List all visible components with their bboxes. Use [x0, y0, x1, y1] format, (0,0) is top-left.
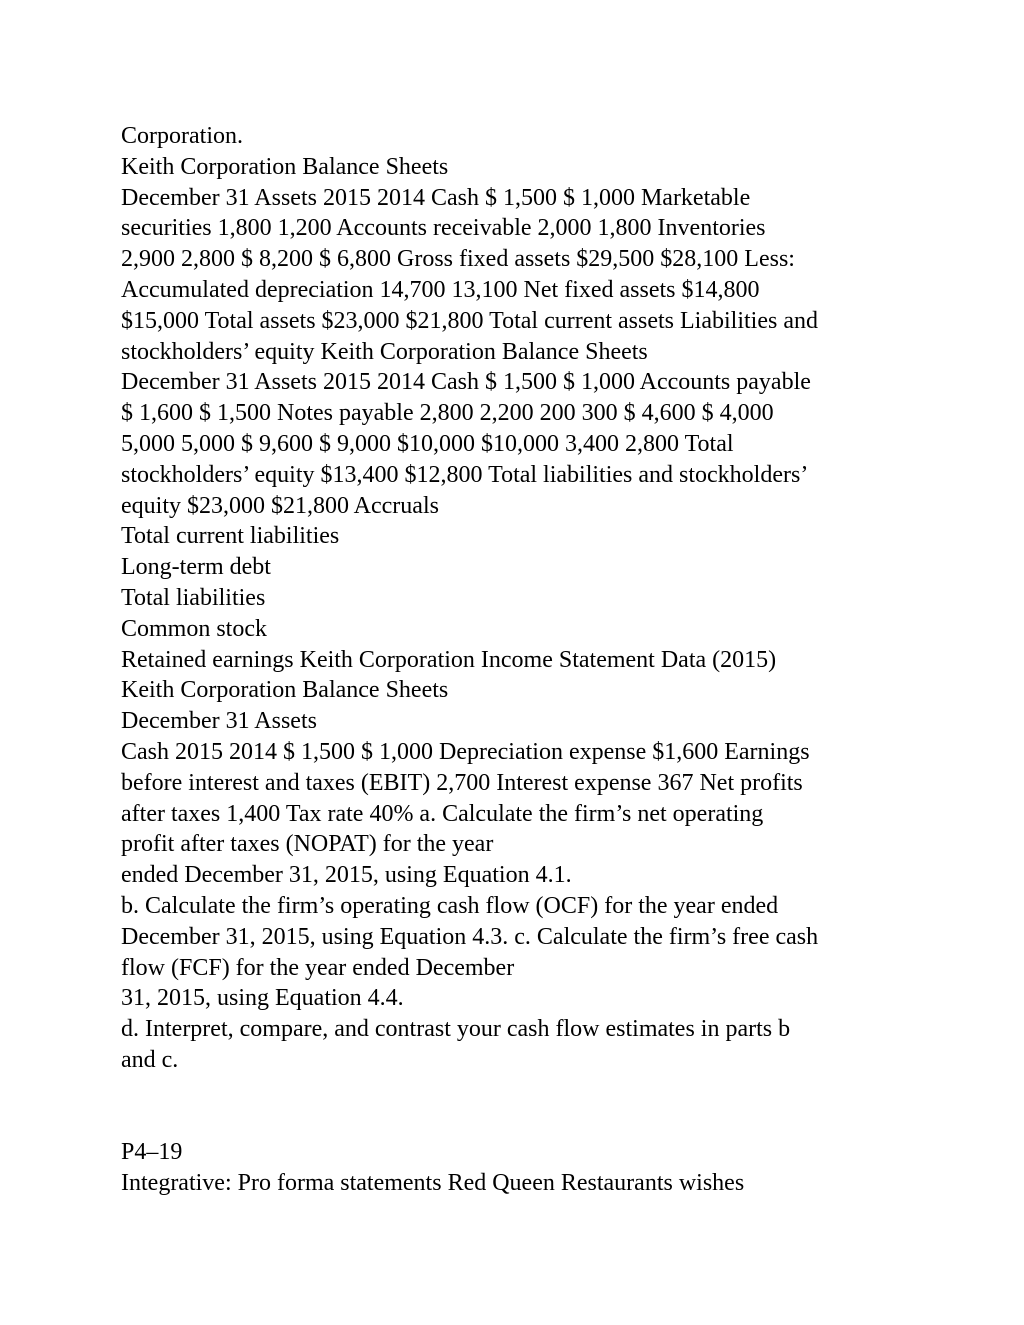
problem-number: P4–19: [121, 1139, 183, 1166]
text-line: securities 1,800 1,200 Accounts receivable 2,000 1,800 Inventories: [121, 215, 766, 242]
text-line: Cash 2015 2014 $ 1,500 $ 1,000 Depreciation expense $1,600 Earnings: [121, 738, 810, 765]
text-line: before interest and taxes (EBIT) 2,700 Interest expense 367 Net profits: [121, 769, 803, 796]
problem-heading: Integrative: Pro forma statements Red Queen Restaurants wishes: [121, 1170, 745, 1197]
paragraph-spacer: [121, 1076, 921, 1138]
text-line: 31, 2015, using Equation 4.4.: [121, 985, 404, 1012]
text-line: stockholders’ equity Keith Corporation Balance Sheets: [121, 338, 648, 365]
document-page: [121, 121, 921, 1199]
text-line: profit after taxes (NOPAT) for the year: [121, 831, 494, 858]
text-line: December 31 Assets 2015 2014 Cash $ 1,500 $ 1,000 Accounts payable: [121, 369, 811, 396]
text-line: December 31 Assets 2015 2014 Cash $ 1,500 $ 1,000 Marketable: [121, 184, 751, 211]
text-line: Long-term debt: [121, 554, 271, 581]
text-line: ended December 31, 2015, using Equation 4.1.: [121, 862, 572, 889]
text-line: Keith Corporation Balance Sheets: [121, 153, 449, 180]
text-line: equity $23,000 $21,800 Accruals: [121, 492, 439, 519]
text-line: $ 1,600 $ 1,500 Notes payable 2,800 2,200 200 300 $ 4,600 $ 4,000: [121, 400, 774, 427]
text-line: b. Calculate the firm’s operating cash flow (OCF) for the year ended: [121, 892, 779, 919]
text-line: December 31, 2015, using Equation 4.3. c. Calculate the firm’s free cash: [121, 923, 819, 950]
text-line: 2,900 2,800 $ 8,200 $ 6,800 Gross fixed assets $29,500 $28,100 Less:: [121, 246, 795, 273]
text-line: and c.: [121, 1046, 179, 1073]
text-line: Retained earnings Keith Corporation Income Statement Data (2015): [121, 646, 777, 673]
next-problem: [121, 1137, 921, 1199]
text-line: d. Interpret, compare, and contrast your cash flow estimates in parts b: [121, 1016, 791, 1043]
text-line: $15,000 Total assets $23,000 $21,800 Total current assets Liabilities and: [121, 307, 818, 334]
text-line: Corporation.: [121, 123, 243, 149]
problem-text: [121, 121, 921, 1076]
text-line: Accumulated depreciation 14,700 13,100 Net fixed assets $14,800: [121, 276, 760, 303]
text-line: Common stock: [121, 615, 268, 642]
text-line: Total current liabilities: [121, 523, 340, 550]
text-line: after taxes 1,400 Tax rate 40% a. Calculate the firm’s net operating: [121, 800, 764, 827]
text-line: Keith Corporation Balance Sheets: [121, 677, 449, 704]
text-line: 5,000 5,000 $ 9,600 $ 9,000 $10,000 $10,000 3,400 2,800 Total: [121, 430, 734, 457]
text-line: flow (FCF) for the year ended December: [121, 954, 515, 981]
text-line: December 31 Assets: [121, 708, 317, 735]
text-line: stockholders’ equity $13,400 $12,800 Total liabilities and stockholders’: [121, 461, 809, 488]
text-line: Total liabilities: [121, 584, 266, 611]
